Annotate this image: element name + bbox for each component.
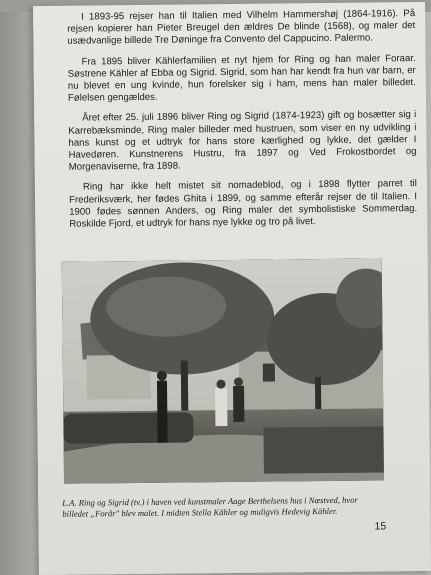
- person-man: [157, 381, 168, 443]
- paragraph-3: Året efter 25. juli 1896 bliver Ring og Sigrid (1874-1923) gift og bosætter sig i Karrebæksminde, Ring maler billeder med hustruen, som viser en ny udvikling i hans kunst og et udtryk for hans store kærlighed og lykke, det gælder I Havedøren. Kunstnerens Hustru, fra 1897 og Ved Frokostbordet og Morgenaviserne, fra 1898.: [68, 109, 417, 173]
- house-window-1: [263, 364, 275, 382]
- photo-illustration: [62, 258, 384, 483]
- lawn-right: [263, 426, 383, 473]
- garden-photograph: [62, 258, 384, 483]
- tree-trunk-left: [181, 360, 189, 416]
- paragraph-4: Ring har ikke helt mistet sit nomadeblod, og i 1898 flytter parret til Frederiksværk, her fødes Ghita i 1899, og samme efterår rejser de til Italien. I 1900 fødes sønnen Anders, og Ring maler det symbolistiske Sommerdag. Roskilde Fjord, et udtryk for hans nye lykke og tro på livet.: [69, 178, 418, 230]
- paragraph-2: Fra 1895 bliver Kählerfamilien et nyt hjem for Ring og han maler Foraar. Søstrene Kähler af Ebba og Sigrid. Sigrid, som han har kendt fra hun var barn, er nu blevet en ung kvinde, hun forelsker sig i ham, mens han maler billedet. Følelsen gengældes.: [67, 52, 416, 104]
- person-woman-2: [233, 386, 244, 422]
- paragraph-1: I 1893-95 rejser han til Italien med Vilhelm Hammershøj (1864-1916). På rejsen kopierer han Pieter Breugel den ældres De blinde (1568), og maler det usædvanlige billede Tre Døninge fra Convento del Cappucino. Palermo.: [67, 8, 416, 48]
- body-text: [67, 8, 417, 239]
- photo-caption: L.A. Ring og Sigrid (tv.) i haven ved kunstmaler Aage Berthelsens hus i Næstved, hvor billedet „Forår" blev malet. I midten Stella Kähler og muligvis Hedevig Kähler.: [62, 494, 358, 519]
- hedge: [63, 412, 193, 443]
- book-page: [33, 2, 431, 575]
- person-woman-1: [215, 388, 227, 426]
- page-number: 15: [374, 520, 387, 533]
